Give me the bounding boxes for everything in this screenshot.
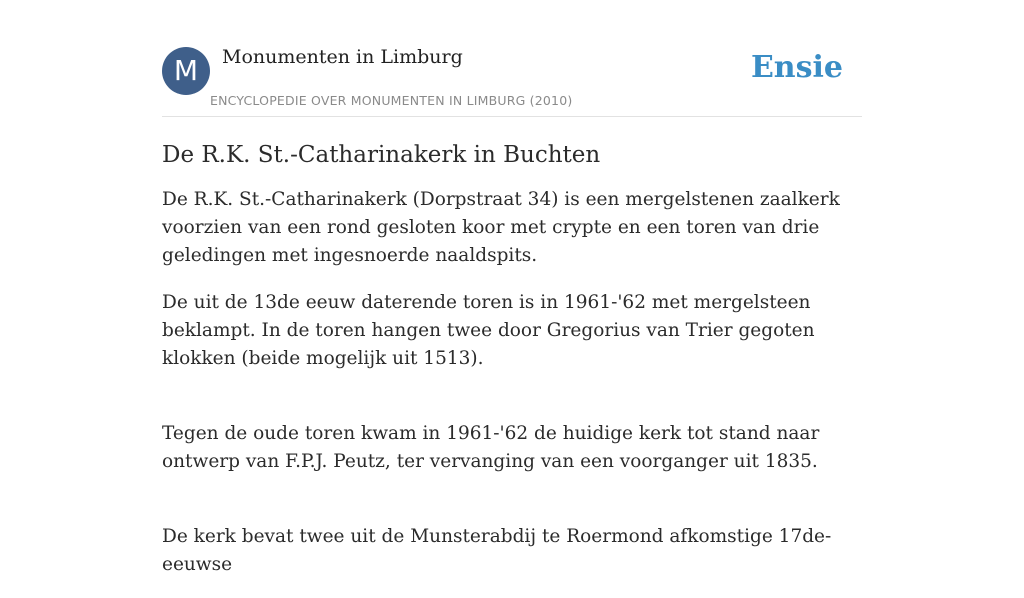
brand-logo[interactable]: Ensie [750,50,843,85]
source-subtitle: ENCYCLOPEDIE OVER MONUMENTEN IN LIMBURG (2010) [210,93,573,108]
article-paragraph: Tegen de oude toren kwam in 1961-'62 de huidige kerk tot stand naar ontwerp van F.P.J. Peutz, ter vervanging van een voorganger uit 1835. [162,423,820,472]
article-paragraph: De R.K. St.-Catharinakerk (Dorpstraat 34) is een mergelstenen zaalkerk voorzien van een rond gesloten koor met crypte en een toren van drie geledingen met ingesnoerde naaldspits. [162,189,840,266]
article-paragraph: De uit de 13de eeuw daterende toren is in 1961-'62 met mergelsteen beklampt. In de toren hangen twee door Gregorius van Trier gegoten klokken (beide mogelijk uit 1513). [162,292,815,369]
article [162,138,862,598]
source-title[interactable]: Monumenten in Limburg [222,46,463,68]
article-title: De R.K. St.-Catharinakerk in Buchten [162,142,601,168]
source-avatar[interactable]: M [162,47,210,95]
article-paragraph: De kerk bevat twee uit de Munsterabdij te Roermond afkomstige 17de-eeuwse [162,526,832,575]
source-header [162,40,862,117]
